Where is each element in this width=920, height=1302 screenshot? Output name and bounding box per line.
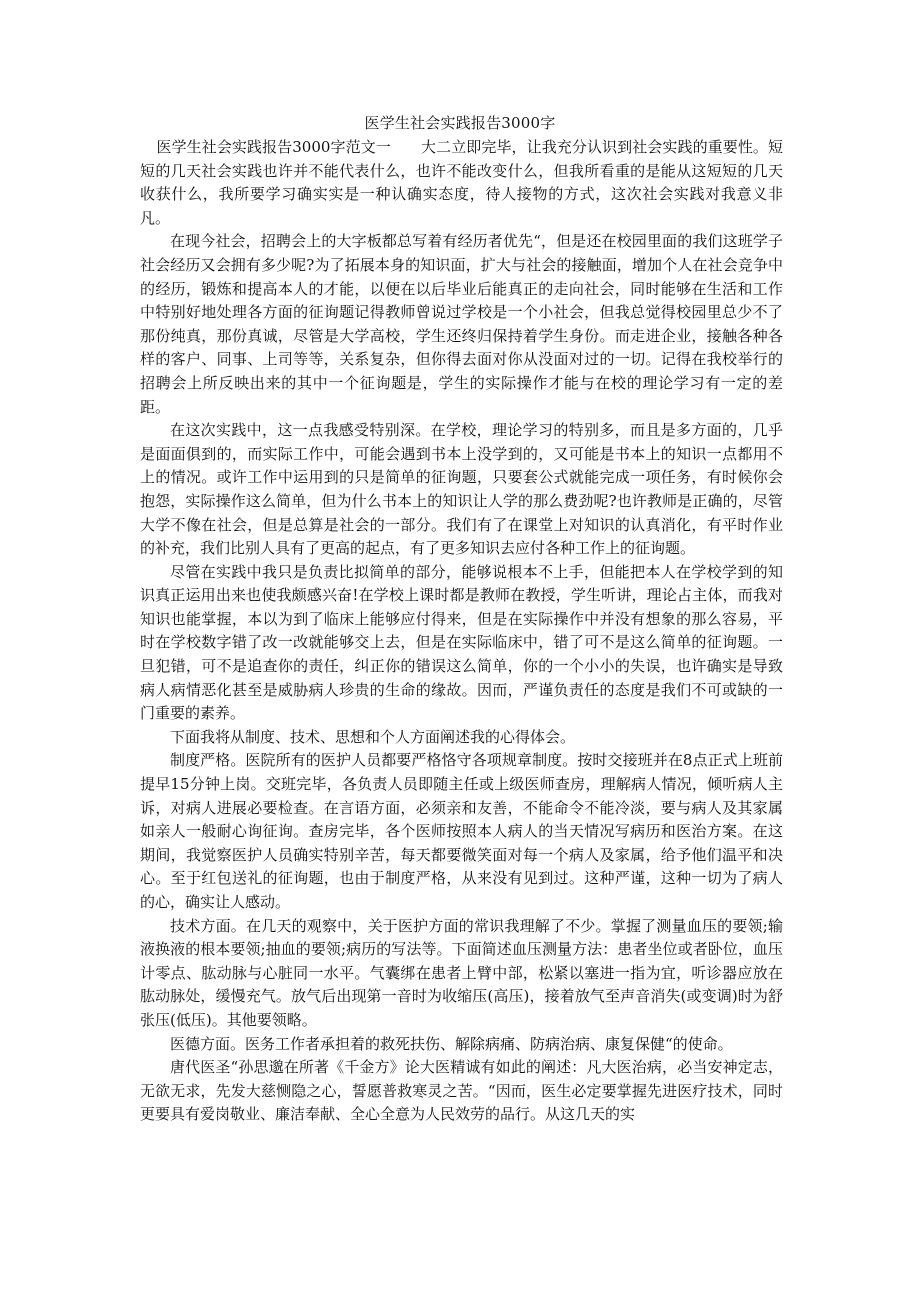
paragraph: 在这次实践中，这一点我感受特别深。在学校，理论学习的特别多，而且是多方面的，几乎是面面俱到的，而实际工作中，可能会遇到书本上没学到的，又可能是书本上的知识一点都用不上的情况。或许工作中运用到的只是简单的征询题，只要套公式就能完成一项任务，有时候你会抱怨，实际操作这么简单，但为什么书本上的知识让人学的那么费劲呢?也许教师是正确的，尽管大学不像在社会，但是总算是社会的一部分。我们有了在课堂上对知识的认真消化，有平时作业的补充，我们比别人具有了更高的起点，有了更多知识去应付各种工作上的征询题。 <box>140 421 783 558</box>
paragraph: 在现今社会，招聘会上的大字板都总写着有经历者优先“，但是还在校园里面的我们这班学子社会经历又会拥有多少呢?为了拓展本身的知识面，扩大与社会的接触面，增加个人在社会竞争中的经历，锻炼和提高本人的才能，以便在以后毕业后能真正的走向社会，同时能够在生活和工作中特别好地处理各方面的征询题记得教师曾说过学校是一个小社会，但我总觉得校园里总少不了那份纯真，那份真诚，尽管是大学高校，学生还终归保持着学生身份。而走进企业，接触各种各样的客户、同事、上司等等，关系复杂，但你得去面对你从没面对过的一切。记得在我校举行的招聘会上所反映出来的其中一个征询题是，学生的实际操作才能与在校的理论学习有一定的差距。 <box>140 232 783 416</box>
paragraph: 尽管在实践中我只是负责比拟简单的部分，能够说根本不上手，但能把本人在学校学到的知识真正运用出来也使我颇感兴奋!在学校上课时都是教师在教授，学生听讲，理论占主体，而我对知识也能掌握，本以为到了临床上能够应付得来，但是在实际操作中并没有想象的那么容易，平时在学校数字错了改一改就能够交上去，但是在实际临床中，错了可不是这么简单的征询题。一旦犯错，可不是追查你的责任，纠正你的错误这么简单，你的一个小小的失误，也许确实是导致病人病情恶化甚至是威胁病人珍贵的生命的缘故。因而，严谨负责任的态度是我们不可或缺的一门重要的素养。 <box>140 562 783 723</box>
paragraph: 下面我将从制度、技术、思想和个人方面阐述我的心得体会。 <box>170 727 576 746</box>
document-body <box>140 136 783 1127</box>
paragraph: 技术方面。在几天的观察中，关于医护方面的常识我理解了不少。掌握了测量血压的要领;输液换液的根本要领;抽血的要领;病历的写法等。下面简述血压测量方法：患者坐位或者卧位，血压计零点、肱动脉与心脏同一水平。气囊绑在患者上臂中部，松紧以塞进一指为宜，听诊器应放在肱动脉处，缓慢充气。放气后出现第一音时为收缩压(高压)，接着放气至声音消失(或变调)时为舒张压(低压)。其他要领略。 <box>140 916 783 1029</box>
paragraph: 医学生社会实践报告3000字范文一 大二立即完毕，让我充分认识到社会实践的重要性。短短的几天社会实践也许并不能代表什么，也许不能改变什么，但我所看重的是能从这短短的几天收获什么，我所要学习确实实是一种认确实态度，待人接物的方式，这次社会实践对我意义非凡。 <box>140 138 783 227</box>
paragraph: 唐代医圣“孙思邈在所著《千金方》论大医精诚有如此的阐述：凡大医治病，必当安神定志，无欲无求，先发大慈恻隐之心，誓愿普救寒灵之苦。“因而，医生必定要掌握先进医疗技术，同时更要具有爱岗敬业、廉洁奉献、全心全意为人民效劳的品行。从这几天的实 <box>140 1058 783 1124</box>
paragraph: 医德方面。医务工作者承担着的救死扶伤、解除病痛、防病治病、康复保健“的使命。 <box>170 1034 733 1053</box>
paragraph: 制度严格。医院所有的医护人员都要严格恪守各项规章制度。按时交接班并在8点正式上班前提早15分钟上岗。交班完毕，各负责人员即随主任或上级医师查房，理解病人情况，倾听病人主诉，对病人进展必要检查。在言语方面，必须亲和友善，不能命令不能冷淡，要与病人及其家属如亲人一般耐心询征询。查房完毕，各个医师按照本人病人的当天情况写病历和医治方案。在这期间，我觉察医护人员确实特别辛苦，每天都要微笑面对每一个病人及家属，给予他们温平和决心。至于红包送礼的征询题，也由于制度严格，从来没有见到过。这种严谨，这种一切为了病人的心，确实让人感动。 <box>140 751 783 911</box>
document-title: 医学生社会实践报告3000字 <box>364 114 556 132</box>
